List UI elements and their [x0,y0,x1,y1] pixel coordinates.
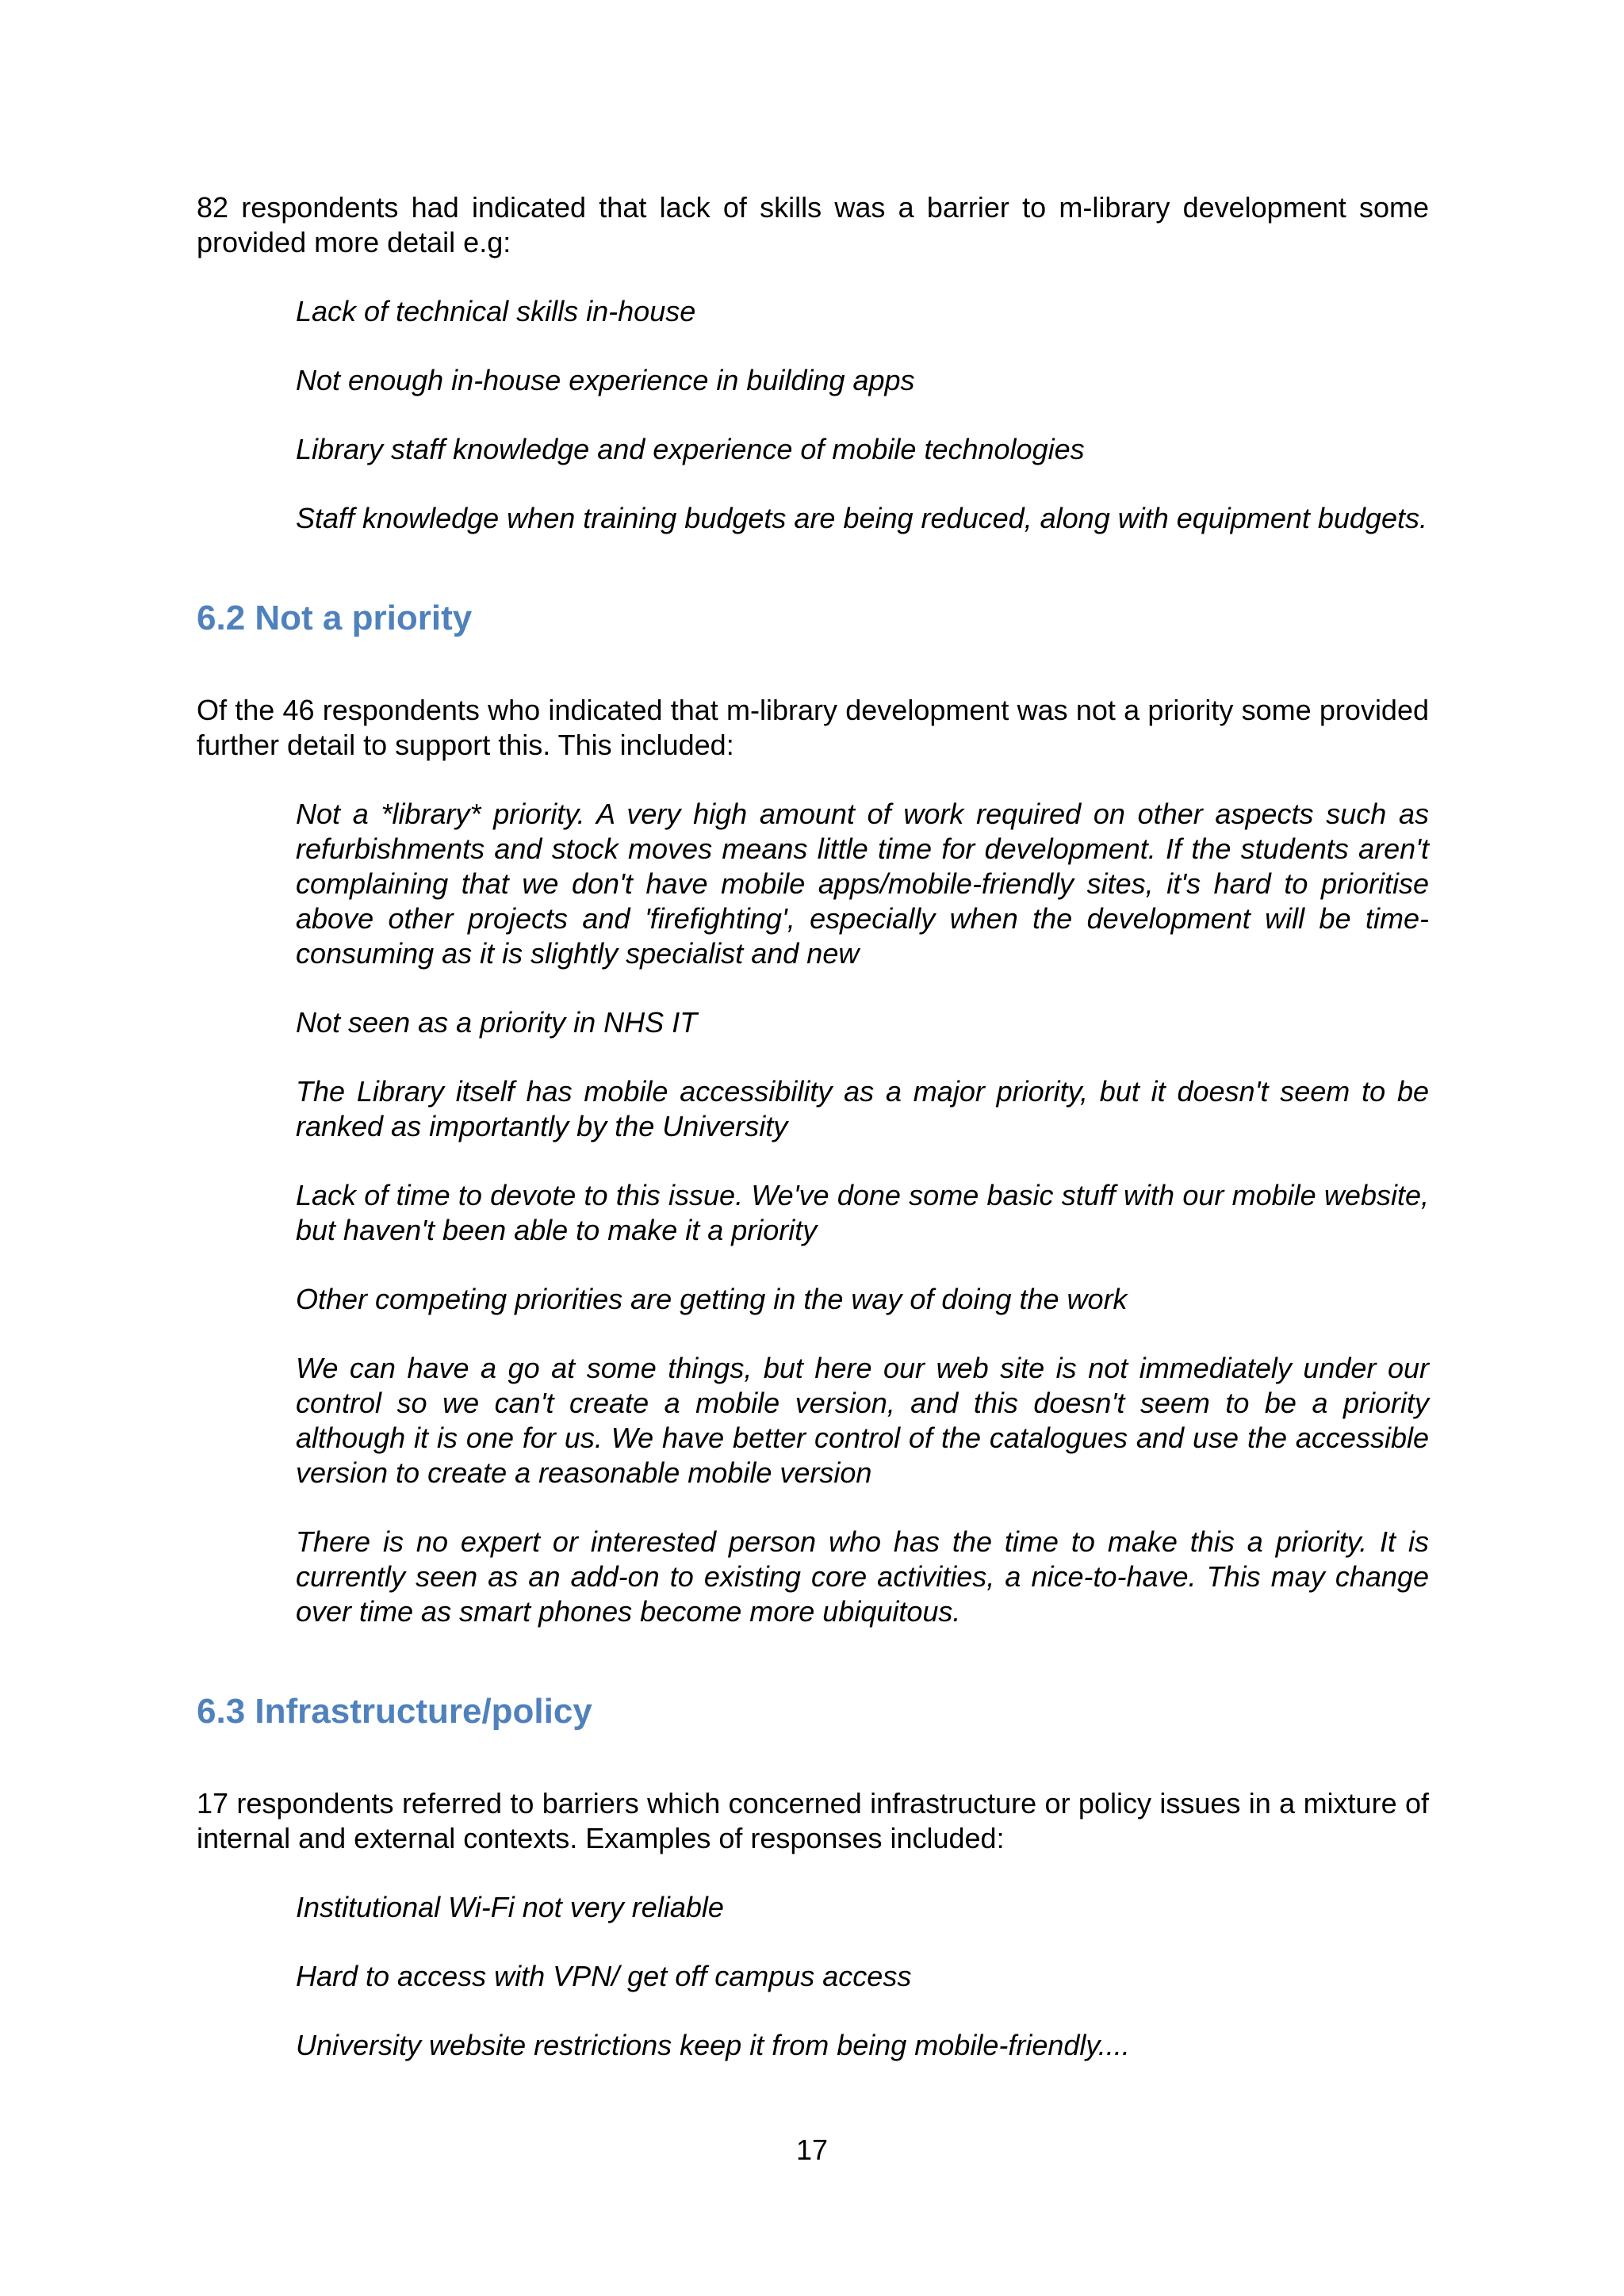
section-6-2-paragraph: Of the 46 respondents who indicated that m-library development was not a priority some provided further detail to support this. This included: [197,694,1429,761]
section-heading-6-3: 6.3 Infrastructure/policy [197,1692,592,1731]
page-number: 17 [795,2133,829,2166]
section-6-2-quote-5: Other competing priorities are getting in the way of doing the work [296,1283,1128,1315]
section-6-2-quote-3: The Library itself has mobile accessibility as a major priority, but it doesn't seem to be ranked as importantly by the University [296,1075,1429,1142]
section-6-2-quote-7: There is no expert or interested person who has the time to make this a priority. It is currently seen as an add-on to existing core activities, a nice-to-have. This may change over time as smart phones become more ubiquitous. [296,1525,1429,1628]
section-6-3-quote-3: University website restrictions keep it from being mobile-friendly.... [296,2029,1130,2061]
intro-quote-1: Lack of technical skills in-house [296,295,696,327]
section-6-3-quote-1: Institutional Wi-Fi not very reliable [296,1891,724,1923]
section-6-3-quote-2: Hard to access with VPN/ get off campus access [296,1960,912,1992]
section-heading-6-2: 6.2 Not a priority [197,599,473,637]
intro-paragraph: 82 respondents had indicated that lack of skills was a barrier to m-library development some provided more detail e.g: [197,191,1429,258]
intro-quote-4: Staff knowledge when training budgets are being reduced, along with equipment budgets. [296,502,1427,534]
section-6-2-quote-2: Not seen as a priority in NHS IT [296,1006,698,1039]
section-6-3-paragraph: 17 respondents referred to barriers which concerned infrastructure or policy issues in a mixture of internal and external contexts. Examples of responses included: [197,1787,1429,1854]
section-6-2-quote-4: Lack of time to devote to this issue. We've done some basic stuff with our mobile website, but haven't been able to make it a priority [296,1179,1429,1246]
intro-quote-3: Library staff knowledge and experience of mobile technologies [296,433,1085,465]
page-content [197,190,1429,2097]
section-6-2-quote-6: We can have a go at some things, but here our web site is not immediately under our control so we can't create a mobile version, and this doesn't seem to be a priority although it is one for us. We have better control of the catalogues and use the accessible version to create a reasonable mobile version [296,1352,1429,1489]
section-6-2-quote-1: Not a *library* priority. A very high amount of work required on other aspects such as refurbishments and stock moves means little time for development. If the students aren't complaining that we don't have mobile apps/mobile-friendly sites, it's hard to prioritise above other projects and 'firefighting', especially when the development will be time-consuming as it is slightly specialist and new [296,798,1429,970]
intro-quote-2: Not enough in-house experience in building apps [296,364,915,396]
